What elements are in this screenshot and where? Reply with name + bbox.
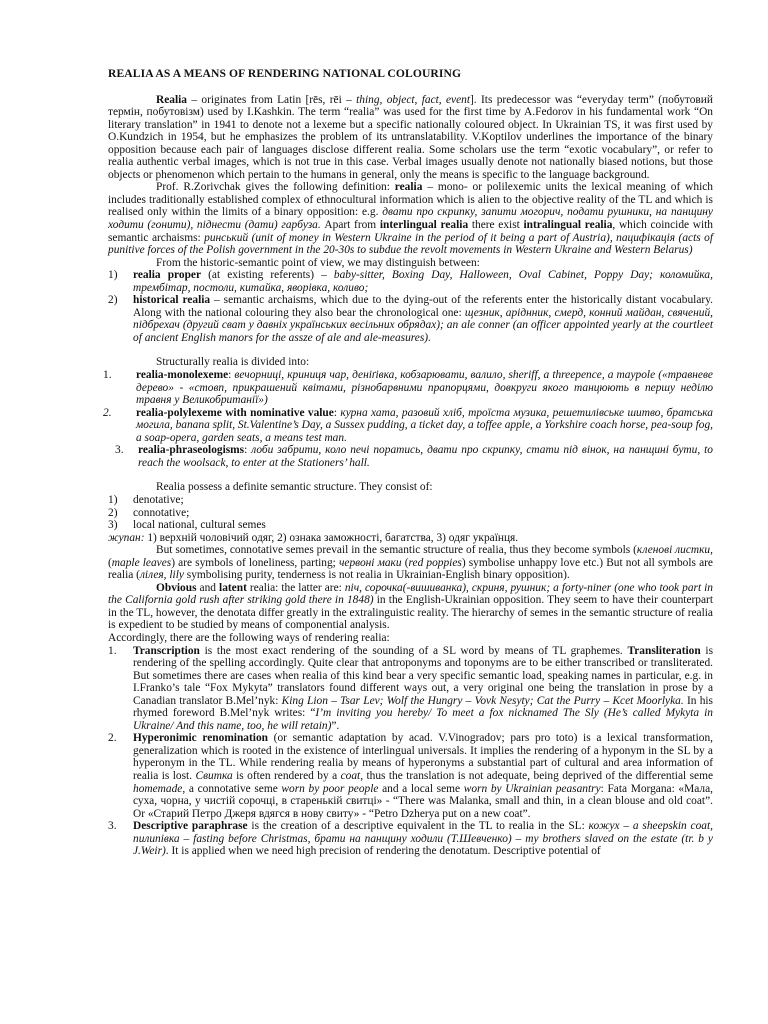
paragraph-historic-semantic: From the historic-semantic point of view, we may distinguish between: bbox=[156, 256, 480, 269]
list-item: 2) connotative; bbox=[108, 506, 190, 519]
list-item: 3) local national, cultural semes bbox=[108, 519, 266, 532]
paragraph-structural: Structurally realia is divided into: bbox=[156, 356, 310, 369]
list-item: 3. realia-phraseologisms: лоби забрити, коло печі поратись, двати про скрипку, стати під вінок, на панщині бути, to reach the woolsack, to enter at the Stationers’ hall. bbox=[115, 444, 713, 469]
paragraph-zorivchak-definition: Prof. R.Zorivchak gives the following definition: realia – mono- or polilexemic units the lexical meaning of which includes traditionally established complex of ethnocultural information which is alien to the objective reality of the TL and which is realised only within the limits of a binary opposition: e.g. двати про скрипку, запити могорич, подати рушники, на панщину ходити (гонити), піднести (дати) гарбуза. Apart from interlingual realia there exist intralingual realia, which coincide with semantic archaisms: ринський (unit of money in Western Ukraine in the period of it being a part of Austria), пацифікація (acts of punitive forces of the Polish government in the 20-30s to subdue the revolt movements in Western Ukraine and Western Belarus) bbox=[108, 181, 714, 257]
paragraph-ways: Accordingly, there are the following ways of rendering realia: bbox=[108, 631, 390, 644]
example-zhupan: жупан: 1) верхній чоловічий одяг, 2) ознака заможності, багатства, 3) одяг українця. bbox=[108, 531, 519, 544]
list-item: 2) historical realia – semantic archaisms, which due to the dying-out of the referents enter the historically distant vocabulary. Along with the national colouring they also bear the chronological one: щезник, аріднник, смерд, конний майдан, свячений, підбрехач (другий сват у давніх українських весільних обрядах); an ale conner (an officer appointed yearly at the courtleet of ancient English manors for the assze of ale and ale-measures). bbox=[108, 294, 713, 344]
list-item: 1) realia proper (at existing referents) – baby-sitter, Boxing Day, Halloween, Oval Cabinet, Poppy Day; коломийка, трембітар, постоли, китайка, яворівка, коливо; bbox=[108, 269, 713, 294]
list-item: 1. realia-monolexeme: вечорниці, криниця чар, деніґівка, кобзарювати, валило, sheriff, a threepence, a maypole («травневе дерево» - «стовп, прикрашений квітами, різнобарвними прапорцями, довкруги якого танцюють в першу неділю травня у Великобританії») bbox=[103, 369, 713, 407]
document-title: REALIA AS A MEANS OF RENDERING NATIONAL COLOURING bbox=[108, 67, 462, 80]
list-item: 2. realia-polylexeme with nominative value: курна хата, разовий хліб, троїста музика, решетилівське шитво, братська могила, banana split, St.Valentine’s Day, a Sussex pudding, a ticket day, a toffee apple, a Yorkshire coach horse, pea-soup fog, a soap-opera, garden seats, a means test man. bbox=[103, 406, 714, 444]
list-item: 3. Descriptive paraphrase is the creation of a descriptive equivalent in the TL to realia in the SL: кожух – a sheepskin coat, пилипівка – fasting before Christmas, брати на панщину ходили (Т.Шевченко) – my brothers slaved on the estate (tr. b y J.Weir). It is applied when we need high precision of rendering the denotatum. Descriptive potential of bbox=[108, 820, 713, 858]
paragraph-symbols: But sometimes, connotative semes prevail in the semantic structure of realia, thus they become symbols (кленові листки, (maple leaves) are symbols of loneliness, parting; червоні маки (red poppies) symbolise unhappy love etc.) But not all symbols are realia (лілея, lily symbolising purity, tenderness is not realia in Ukrainian-English binary opposition). bbox=[108, 544, 713, 582]
paragraph-obvious-latent: Obvious and latent realia: the latter are: піч, сорочка(-вишиванка), скриня, рушник; a forty-niner (one who took part in the California gold rush after striking gold there in 1848) in the English-Ukrainian opposition. They seem to have their counterpart in the TL, however, the denotata differ greatly in the extralinguistic reality. The hierarchy of semes in the semantic structure of realia is expedient to be studied by means of componential analysis. bbox=[108, 581, 713, 632]
list-item: 2. Hyperonimic renomination (or semantic adaptation by acad. V.Vinogradov; pars pro toto) is a lexical transformation, generalization which is rooted in the existence of interlingual universals. It implies the rendering of a hyponym in the SL by a hyperonym in the TL. While rendering realia by means of hyperonyms a substantial part of cultural and area information of realia is lost. Свитка is often rendered by a coat, thus the translation is not adequate, being deprived of the differential seme homemade, a connotative seme worn by poor people and a local seme worn by Ukrainian peasantry: Fata Morgana: «Мала, суха, чорна, у чистій сорочці, в старенькій свитці» - “There was Malanka, small and thin, in a clean blouse and old coat”. Or «Старий Петро Джеря вдягся в нову свиту» - “Petro Dzherya put on a new coat”. bbox=[108, 732, 714, 820]
term-realia: Realia bbox=[156, 93, 188, 106]
document-page bbox=[103, 67, 714, 858]
list-item: 1) denotative; bbox=[108, 493, 184, 506]
paragraph-semantic-structure: Realia possess a definite semantic structure. They consist of: bbox=[156, 481, 433, 494]
list-item: 1. Transcription is the most exact rendering of the sounding of a SL word by means of TL graphemes. Transliteration is rendering of the spelling accordingly. Quite clear that antroponyms and toponyms are to be either transcribed or transliterated. But sometimes there are cases when realia of this kind bear a very specific semantic load, speaking names in particular, e.g. in I.Franko’s tale “Fox Mykyta” translators found different ways out, a very original one being the translation in prose by a Canadian translator B.Mel’nyk: King Lion – Tsar Lev; Wolf the Hungry – Vovk Nesyty; Cat the Purry – Kcet Moorlyka. In his rhymed foreword B.Mel’nyk writes: “I’m inviting you hereby/ To meet a fox nicknamed The Sly (He’s called Mykyta in Ukraine/ And this name, too, he will retain)”. bbox=[108, 644, 713, 732]
paragraph-realia-origin: Realia – originates from Latin [rēs, rēi – thing, object, fact, event]. Its predecessor was “everyday term” (побутовий термін, побутовізм) used by I.Kashkin. The term “realia” was used for the first time by A.Fedorov in his fundamental work “On literary translation” in 1941 to denote not a lexeme but a specific nationally coloured object. In Ukrainian TS, it was first used by O.Kundzich in 1954, but he emphasizes the problem of its untranslatability. V.Koptilov underlines the importance of the binary opposition because each pair of languages disclose different realia. Some scholars use the term “exotic vocabulary”, or refer to realia authentic verbal images, which is not true in this case. Verbal images usually denote not nationally biased notions, but those objects or phenomenon which pertain to the humans in general, only the means is specific to the language background. bbox=[108, 93, 713, 181]
